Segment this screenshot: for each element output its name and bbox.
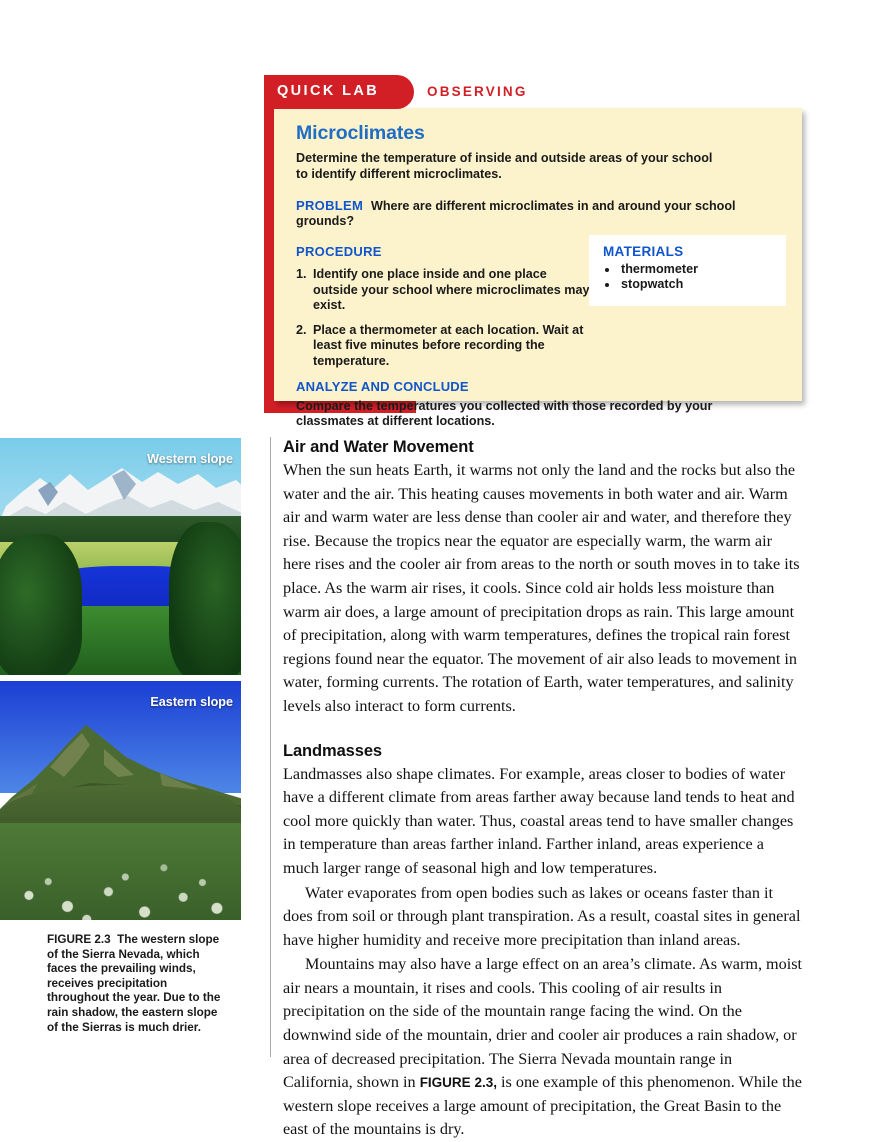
materials-list <box>603 262 786 293</box>
analyze-conclude-heading: ANALYZE AND CONCLUDE <box>296 378 469 394</box>
quick-lab-category-label: OBSERVING <box>427 84 528 99</box>
paragraph-landmasses-3 <box>283 953 803 1142</box>
step-text: Identify one place inside and one place outside your school where microclimates may exist. <box>313 267 590 313</box>
paragraph-landmasses-1: Landmasses also shape climates. For example, areas closer to bodies of water have a different climate from areas farther away because land tends to heat and cool more quickly than water. Thus, coastal areas tend to have smaller changes in temperature than areas farther inland. Farther inland, areas experience a much larger range of seasonal high and low temperatures. <box>283 764 795 877</box>
section-heading-landmasses: Landmasses <box>283 741 382 760</box>
figure-caption-text: The western slope of the Sierra Nevada, which faces the prevailing winds, receives precipitation throughout the year. Due to the rain shadow, the eastern slope of the Sierras is much drier. <box>47 933 221 1034</box>
photo-label-western: Western slope <box>147 452 233 466</box>
photo-western-slope <box>0 438 241 675</box>
foreground-tree-right <box>169 522 241 675</box>
column-divider-rule <box>270 437 271 1057</box>
figure-caption-label: FIGURE 2.3 <box>47 933 111 946</box>
materials-box <box>589 235 786 306</box>
quick-lab-body <box>274 108 802 429</box>
analyze-conclude-text: Compare the temperatures you collected with those recorded by your classmates at different locations. <box>296 398 713 429</box>
procedure-step <box>296 267 594 314</box>
paragraph-3-part-b: is one example of this phenomenon. While the western slope receives a large amount of precipitation, the Great Basin to the east of the mountains is dry. <box>283 1073 802 1139</box>
paragraph-air-water-movement: When the sun heats Earth, it warms not only the land and the rocks but also the water and the air. This heating causes movements in both water and air. Warm air and warm water are less dense than cooler air and water, and therefore they rise. Because the tropics near the equator are especially warm, the warm air here rises and the cooler air from areas to the north or south moves in to take its place. As the warm air rises, it cools. Since cold air holds less moisture than warm air does, a large amount of precipitation drops as rain. This large amount of precipitation, along with warm temperatures, defines the tropical rain forest regions found near the equator. The movement of air also leads to movement in water, forming currents. The rotation of Earth, water temperatures, and salinity levels also interact to form currents. <box>283 461 800 715</box>
flowering-brush-layer <box>0 831 241 920</box>
step-number: 2. <box>296 322 307 337</box>
materials-item: • stopwatch <box>619 277 786 292</box>
step-text: Place a thermometer at each location. Wait at least five minutes before recording the temperature. <box>313 322 584 368</box>
procedure-steps <box>296 267 594 370</box>
quick-lab-panel <box>264 75 802 429</box>
problem-text: Where are different microclimates in and around your school grounds? <box>296 199 736 228</box>
quick-lab-intro: Determine the temperature of inside and outside areas of your school to identify different microclimates. <box>296 151 713 181</box>
quick-lab-banner <box>264 75 414 109</box>
photo-label-eastern: Eastern slope <box>150 695 233 709</box>
article-body <box>283 438 803 1142</box>
figure-cross-reference: FIGURE 2.3, <box>419 1075 497 1091</box>
step-number: 1. <box>296 267 307 281</box>
foreground-tree-left <box>0 534 82 675</box>
quick-lab-title: Microclimates <box>296 122 425 144</box>
paragraph-landmasses-2: Water evaporates from open bodies such as lakes or oceans faster than it does from soil or through plant transpiration. As a result, coastal sites in general have higher humidity and receive more precipitation than inland areas. <box>283 883 801 949</box>
problem-heading-label: PROBLEM <box>296 198 364 213</box>
quick-lab-banner-label: QUICK LAB <box>277 83 380 99</box>
figure-column <box>0 438 241 1035</box>
section-heading-air-water-movement: Air and Water Movement <box>283 438 474 456</box>
photo-eastern-slope <box>0 681 241 920</box>
materials-heading: MATERIALS <box>603 244 684 259</box>
procedure-heading: PROCEDURE <box>296 244 382 259</box>
problem-heading <box>296 198 786 228</box>
figure-caption <box>47 933 225 1035</box>
procedure-step <box>296 323 594 370</box>
materials-item: • thermometer <box>619 262 786 277</box>
paragraph-3-part-a: Mountains may also have a large effect on an area’s climate. As warm, moist air nears a mountain, it rises and cools. This cooling of air results in precipitation on the side of the mountain range facing the wind. On the downwind side of the mountain, drier and cooler air produces a rain shadow, or area of decreased precipitation. The Sierra Nevada mountain range in California, shown in <box>283 955 803 1092</box>
